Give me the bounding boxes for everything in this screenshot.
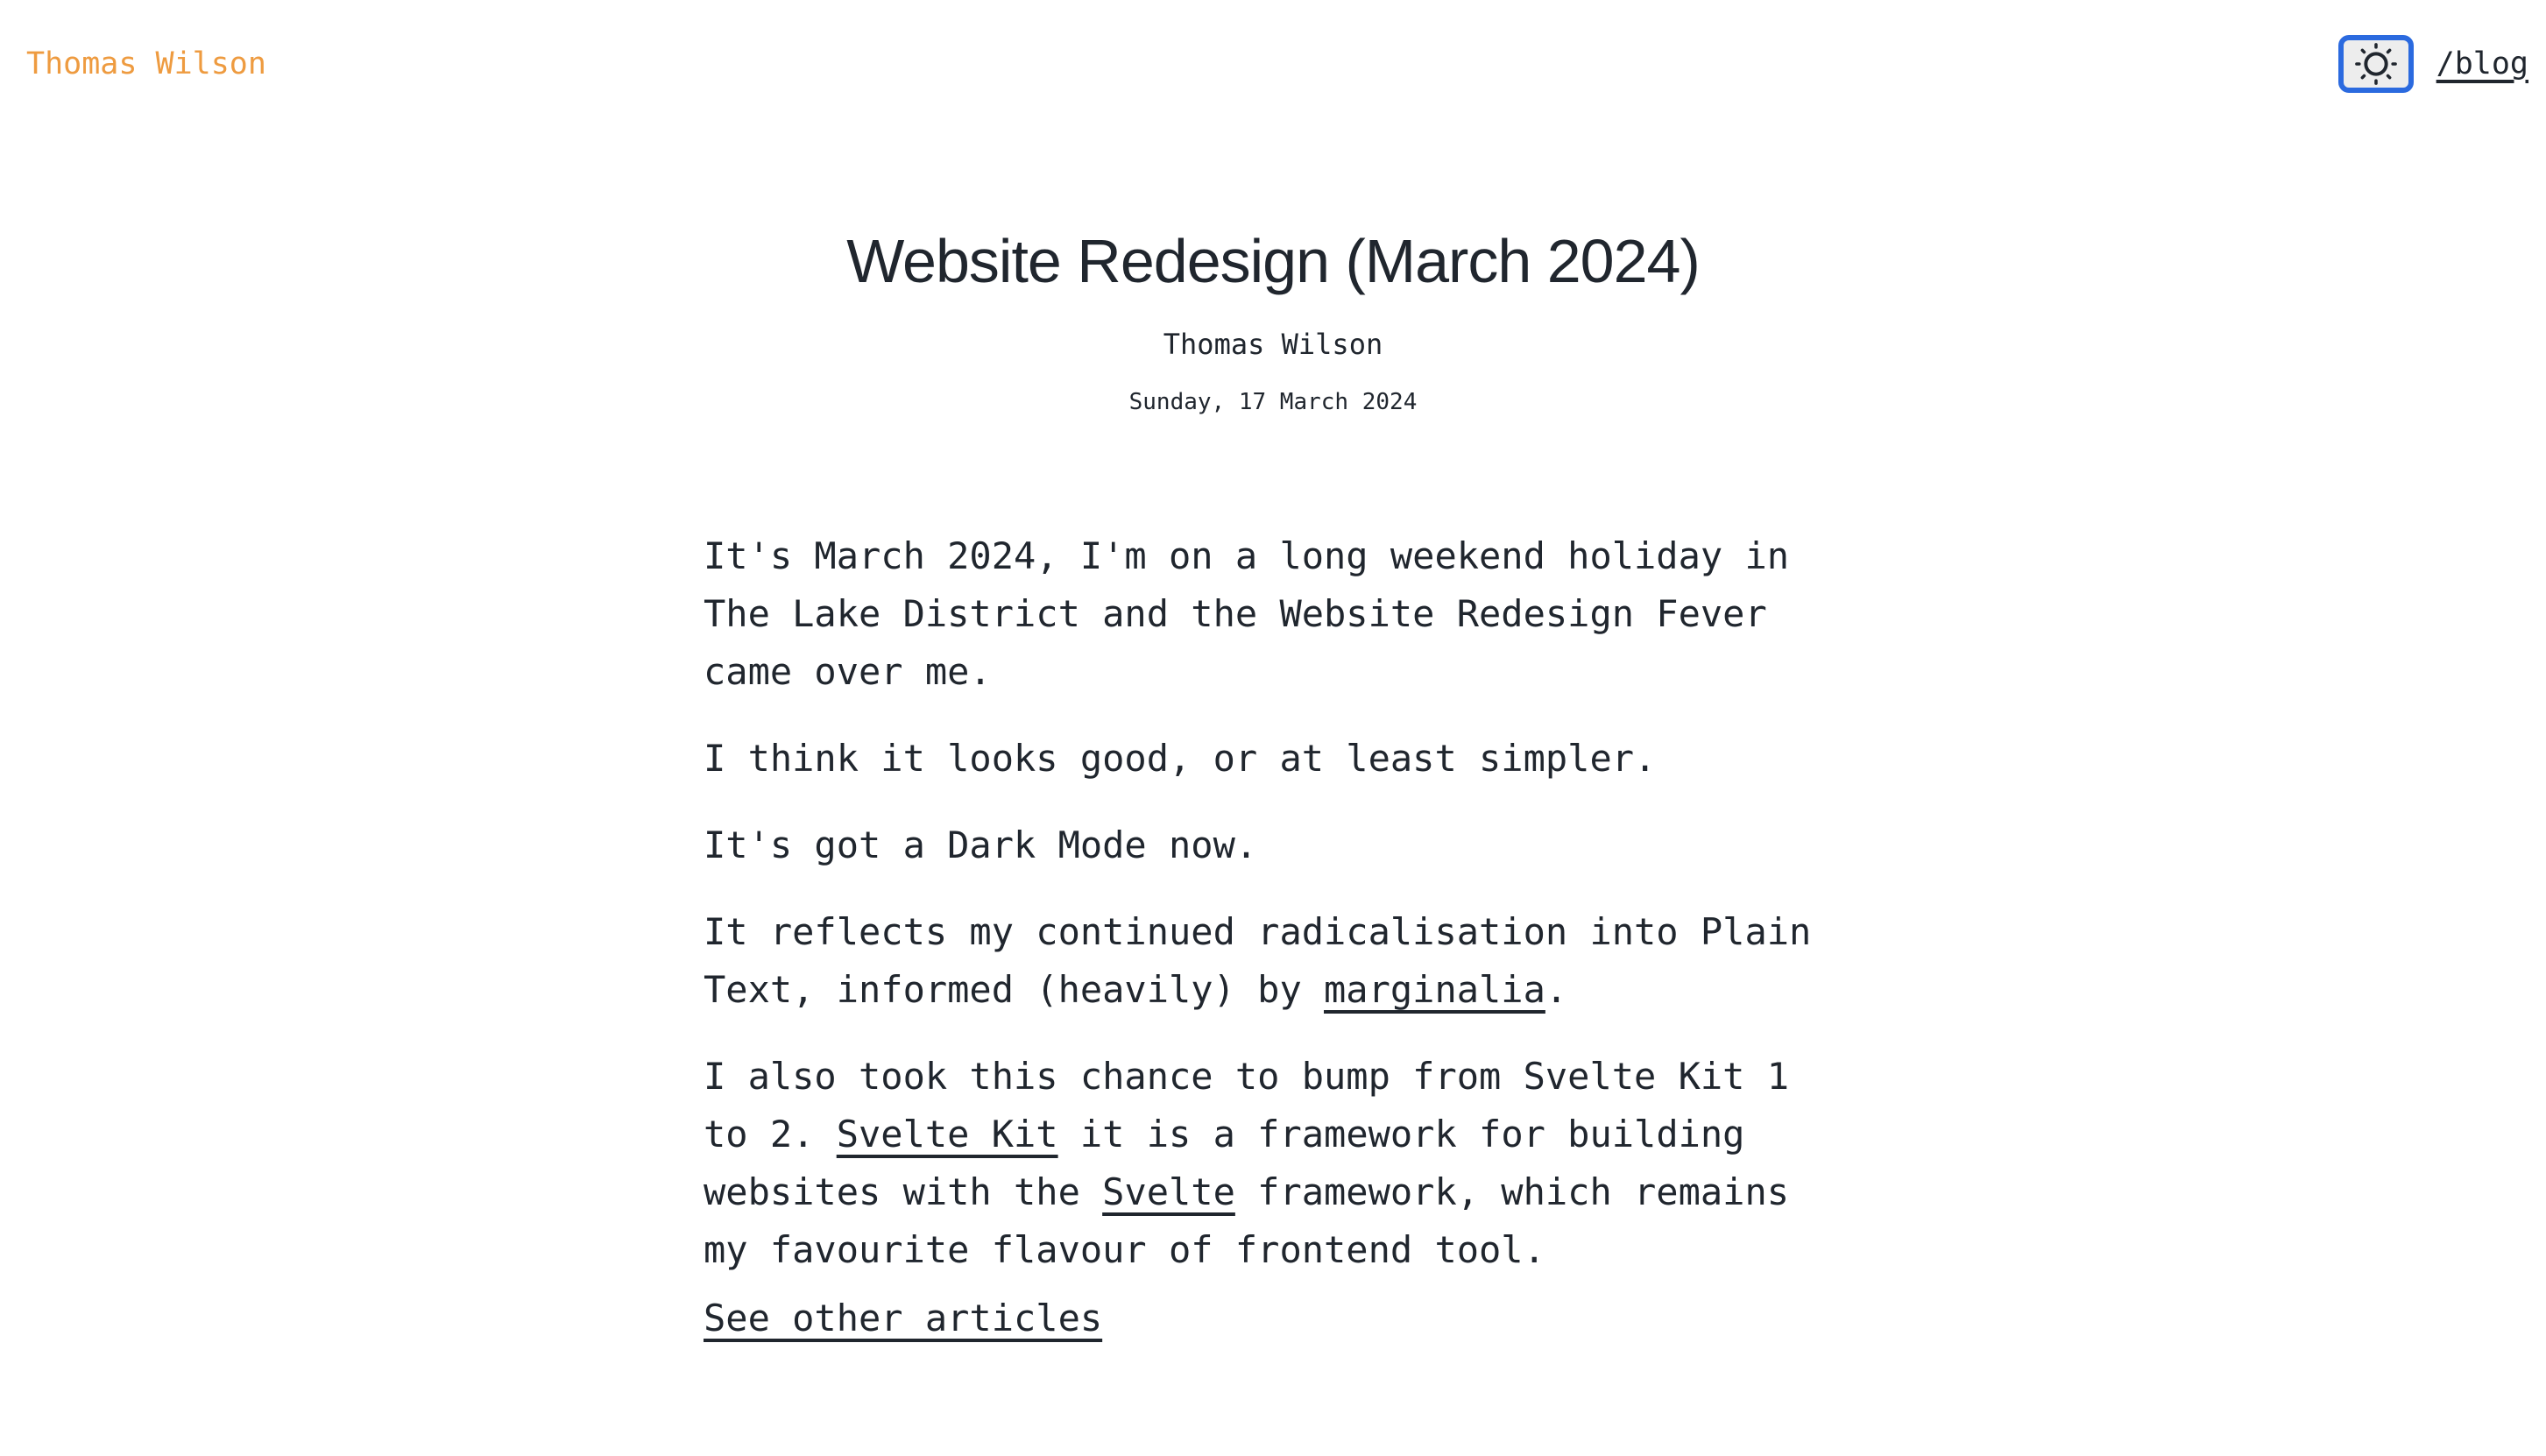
sun-icon xyxy=(2354,42,2398,86)
svelte-link[interactable]: Svelte xyxy=(1102,1170,1235,1213)
paragraph-1: It's March 2024, I'm on a long weekend holiday in The Lake District and the Website Redesign Fever came over me. xyxy=(704,534,1790,693)
blog-nav-link[interactable]: /blog xyxy=(2436,46,2528,81)
paragraph-2: I think it looks good, or at least simpler. xyxy=(704,737,1657,780)
see-other-articles-link[interactable]: See other articles xyxy=(704,1297,1103,1339)
post-date: Sunday, 17 March 2024 xyxy=(1128,389,1418,415)
header-actions xyxy=(2338,35,2528,93)
paragraph-5-text-1: I also took this chance to bump from Svelte Kit 1 to 2. xyxy=(704,1055,1790,1156)
svelte-kit-link[interactable]: Svelte Kit xyxy=(836,1113,1058,1156)
site-name-link[interactable]: Thomas Wilson xyxy=(26,46,266,81)
paragraph-4 xyxy=(704,903,1842,1019)
paragraph-4-text-end: . xyxy=(1545,968,1568,1011)
paragraph-5 xyxy=(704,1048,1842,1279)
paragraph-4-text: It reflects my continued radicalisation into Plain Text, informed (heavily) by xyxy=(704,910,1812,1011)
see-other-paragraph xyxy=(704,1290,1842,1347)
site-header xyxy=(0,0,2546,93)
post-title: Website Redesign (March 2024) xyxy=(846,227,1700,295)
post-author: Thomas Wilson xyxy=(1163,328,1383,361)
marginalia-link[interactable]: marginalia xyxy=(1324,968,1545,1011)
main-content xyxy=(704,224,1842,1347)
paragraph-5-text-2: it is a framework for building websites with the xyxy=(704,1113,1745,1213)
paragraph-5-text-3: framework, which remains my favourite flavour of frontend tool. xyxy=(704,1170,1790,1271)
paragraph-3: It's got a Dark Mode now. xyxy=(704,823,1258,866)
post-body xyxy=(704,527,1842,1347)
theme-toggle-button[interactable] xyxy=(2338,35,2414,93)
